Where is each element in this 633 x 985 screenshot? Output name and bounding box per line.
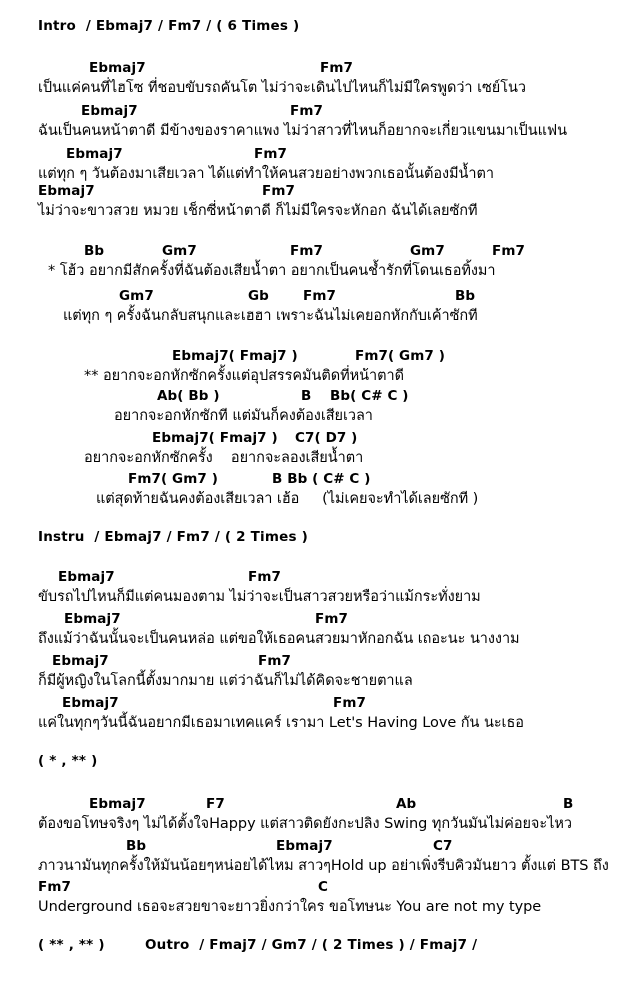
chord-label: Ebmaj7( Fmaj7 ) <box>152 430 278 446</box>
chord-label: Fm7 <box>320 60 353 76</box>
chord-label: Gm7 <box>410 243 445 259</box>
chord-label: Ebmaj7( Fmaj7 ) <box>172 348 298 364</box>
lyric-text: อยากจะอกหักซักครั้ง อยากจะลองเสียน้ำตา <box>84 450 364 466</box>
chord-label: Bb <box>455 288 476 304</box>
chord-label: Fm7 <box>290 103 323 119</box>
lyric-text: แต่ทุก ๆ ครั้งฉันกลับสนุกและเฮฮา เพราะฉันไม่เคยอกหักกับเค้าซักที <box>63 308 478 324</box>
chord-label: Bb <box>126 838 147 854</box>
chord-label: Fm7 <box>254 146 287 162</box>
lyric-text: ฉันเป็นคนหน้าตาดี มีข้างของราคาแพง ไม่ว่าสาวที่ไหนก็อยากจะเกี่ยวแขนมาเป็นแฟน <box>38 123 567 139</box>
chord-label: Ebmaj7 <box>52 653 109 669</box>
chord-label: Ebmaj7 <box>64 611 121 627</box>
lyric-text: * โฮ้ว อยากมีสักครั้งที่ฉันต้องเสียน้ำตา อยากเป็นคนช้ำรักที่โดนเธอทิ้งมา <box>48 263 496 279</box>
chord-label: Ebmaj7 <box>81 103 138 119</box>
chord-label: Ebmaj7 <box>62 695 119 711</box>
chord-label: Fm7 <box>290 243 323 259</box>
chord-label: Ebmaj7 <box>58 569 115 585</box>
lyric-text: แต่ทุก ๆ วันต้องมาเสียเวลา ได้แต่ทำให้คนสวยอย่างพวกเธอนั้นต้องมีน้ำตา <box>38 166 494 182</box>
chord-label: Gb <box>248 288 269 304</box>
chord-label: Fm7 <box>38 879 71 895</box>
lyric-text: อยากจะอกหักซักที แต่มันก็คงต้องเสียเวลา <box>114 408 373 424</box>
chord-label: Fm7( Gm7 ) <box>128 471 218 487</box>
chord-label: Fm7 <box>258 653 291 669</box>
chord-label: C7 <box>433 838 453 854</box>
chord-label: Ebmaj7 <box>89 60 146 76</box>
lyric-text: ถึงแม้ว่าฉันนั้นจะเป็นคนหล่อ แต่ขอให้เธอคนสวยมาหักอกฉัน เถอะนะ นางงาม <box>38 631 520 647</box>
chord-label: Fm7 <box>333 695 366 711</box>
lyric-text: เป็นแค่คนที่ไฮโซ ที่ชอบขับรถคันโต ไม่ว่าจะเดินไปไหนก็ไม่มีใครพูดว่า เซย์โนว <box>38 80 526 96</box>
chord-label: Ebmaj7 <box>276 838 333 854</box>
chord-label: F7 <box>206 796 225 812</box>
chord-label: B <box>301 388 312 404</box>
chord-label: Bb <box>84 243 105 259</box>
chord-label: Fm7 <box>315 611 348 627</box>
chord-label: Gm7 <box>119 288 154 304</box>
chord-label: Fm7 <box>248 569 281 585</box>
chord-label: C <box>318 879 329 895</box>
lyric-text: ไม่ว่าจะขาวสวย หมวย เช็กซี่หน้าตาดี ก็ไม่มีใครจะหักอก ฉันได้เลยซักที <box>38 203 478 219</box>
chord-label: Ebmaj7 <box>89 796 146 812</box>
lyric-text: Underground เธอจะสวยขาจะยาวยิ่งกว่าใคร ขอโทษนะ You are not my type <box>38 899 542 915</box>
chord-label: B Bb ( C# C ) <box>272 471 371 487</box>
lyric-text: ภาวนามันทุกครั้งให้มันน้อยๆหน่อยได้ไหม สาวๆHold up อย่าเพิ่งรีบคิวมันยาว ตั้งแต่ BTS ถึง <box>38 858 609 874</box>
chord-label: Fm7 <box>492 243 525 259</box>
lyric-text: ** อยากจะอกหักซักครั้งแต่อุปสรรคมันติดที่หน้าตาดี <box>84 368 404 384</box>
chord-label: Fm7 <box>303 288 336 304</box>
chord-label: Fm7 <box>262 183 295 199</box>
section-label: Outro / Fmaj7 / Gm7 / ( 2 Times ) / Fmaj7 / <box>145 937 478 953</box>
section-label: ( ** , ** ) <box>38 937 105 953</box>
section-label: Instru / Ebmaj7 / Fm7 / ( 2 Times ) <box>38 529 308 545</box>
section-label: ( * , ** ) <box>38 753 98 769</box>
chord-label: Bb( C# C ) <box>330 388 409 404</box>
lyric-text: แต่สุดท้ายฉันคงต้องเสียเวลา เฮ้อ (ไม่เคยจะทำได้เลยซักที ) <box>96 491 479 507</box>
lyric-text: ต้องขอโทษจริงๆ ไม่ได้ตั้งใจHappy แต่สาวติดยังกะปลิง Swing ทุกวันมันไม่ค่อยจะไหว <box>38 816 572 832</box>
chord-label: Ebmaj7 <box>66 146 123 162</box>
lyric-text: ก็มีผู้หญิงในโลกนี้ตั้งมากมาย แต่ว่าฉันก็ไม่ได้คิดจะชายตาแล <box>38 673 413 689</box>
chord-label: Ab <box>396 796 417 812</box>
section-label: Intro / Ebmaj7 / Fm7 / ( 6 Times ) <box>38 18 300 34</box>
chord-label: Ebmaj7 <box>38 183 95 199</box>
chord-label: Fm7( Gm7 ) <box>355 348 445 364</box>
chord-label: Ab( Bb ) <box>157 388 220 404</box>
chord-label: Gm7 <box>162 243 197 259</box>
chord-label: B <box>563 796 574 812</box>
lyric-text: แค่ในทุกๆวันนี้ฉันอยากมีเธอมาเทคแคร์ เรามา Let's Having Love กัน นะเธอ <box>38 715 524 731</box>
lyric-text: ขับรถไปไหนก็มีแต่คนมองตาม ไม่ว่าจะเป็นสาวสวยหรือว่าแม้กระทั่งยาม <box>38 589 481 605</box>
chord-label: C7( D7 ) <box>295 430 358 446</box>
